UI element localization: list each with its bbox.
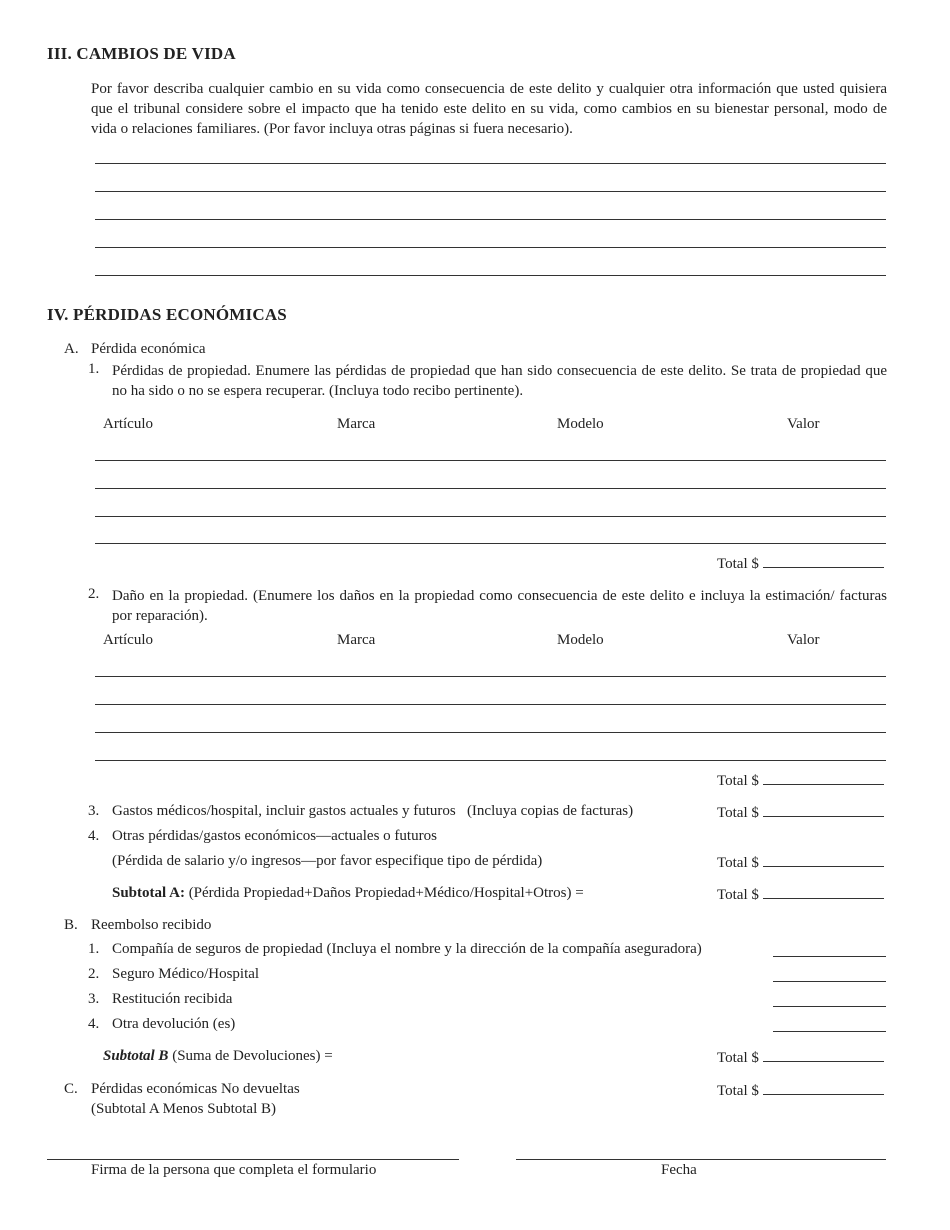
subsection-c-line2: (Subtotal A Menos Subtotal B): [91, 1101, 277, 1117]
subtotal-b-text: (Suma de Devoluciones) =: [168, 1048, 333, 1064]
property-loss-row-3[interactable]: [95, 516, 886, 517]
signature-label: Firma de la persona que completa el formulario: [91, 1162, 377, 1178]
item-a4-number: 4.: [88, 828, 100, 844]
property-loss-row-4[interactable]: [95, 543, 886, 544]
subtotal-a-text: (Pérdida Propiedad+Daños Propiedad+Médico/Hospital+Otros) =: [184, 885, 584, 901]
property-loss-row-2[interactable]: [95, 488, 886, 489]
reimbursement-4-text: Otra devolución (es): [112, 1016, 236, 1032]
col-header-brand: Marca: [337, 416, 376, 432]
subtotal-a-row: [112, 885, 584, 902]
reimbursement-1-field[interactable]: [773, 943, 886, 957]
reimbursement-1-number: 1.: [88, 941, 100, 957]
reimbursement-3-text: Restitución recibida: [112, 991, 233, 1007]
reimbursement-3-number: 3.: [88, 991, 100, 1007]
subsection-c-line1: Pérdidas económicas No devueltas: [91, 1081, 300, 1097]
item-a3-text: Gastos médicos/hospital, incluir gastos actuales y futuros (Incluya copias de facturas): [112, 803, 634, 819]
life-changes-line-3[interactable]: [95, 219, 886, 220]
life-changes-line-1[interactable]: [95, 163, 886, 164]
total-label: Total $: [717, 1083, 759, 1099]
property-damage-total-field[interactable]: [763, 771, 884, 785]
subsection-b-label: Reembolso recibido: [91, 917, 212, 933]
property-damage-row-4[interactable]: [95, 760, 886, 761]
date-line[interactable]: [516, 1159, 886, 1160]
col-header-article: Artículo: [103, 416, 153, 432]
reimbursement-2-field[interactable]: [773, 968, 886, 982]
col-header-value: Valor: [787, 416, 820, 432]
total-label: Total $: [717, 887, 759, 903]
reimbursement-2-number: 2.: [88, 966, 100, 982]
total-label: Total $: [717, 773, 759, 789]
medical-total: [717, 803, 884, 822]
total-label: Total $: [717, 1050, 759, 1066]
item-a1-number: 1.: [88, 361, 100, 377]
item-a3-number: 3.: [88, 803, 100, 819]
property-loss-total: [717, 554, 884, 573]
section-3-instructions: Por favor describa cualquier cambio en su vida como consecuencia de este delito y cualquier otra información que usted quisiera que el tribunal considere sobre el impacto que ha tenido este delito en su vida, como cambios en su bienestar personal, modo de vida o relaciones familiares. (Por favor incluya otras páginas si fuera necesario).: [91, 81, 887, 137]
medical-total-field[interactable]: [763, 803, 884, 817]
other-losses-total-field[interactable]: [763, 853, 884, 867]
col-header-model: Modelo: [557, 416, 604, 432]
unreimbursed-total: [717, 1081, 884, 1100]
section-3-title: III. CAMBIOS DE VIDA: [47, 44, 236, 63]
subtotal-b-total: [717, 1048, 884, 1067]
section-4-title: IV. PÉRDIDAS ECONÓMICAS: [47, 305, 287, 324]
col-header-value-2: Valor: [787, 632, 820, 648]
property-damage-total: [717, 771, 884, 790]
reimbursement-1-text: Compañía de seguros de propiedad (Incluya el nombre y la dirección de la compañía aseguradora): [112, 941, 702, 957]
subtotal-a-label: Subtotal A:: [112, 885, 185, 901]
subsection-b-letter: B.: [64, 917, 78, 933]
date-label: Fecha: [661, 1162, 697, 1178]
life-changes-line-4[interactable]: [95, 247, 886, 248]
item-a4-line1: Otras pérdidas/gastos económicos—actuales o futuros: [112, 828, 437, 844]
item-a1-text: Pérdidas de propiedad. Enumere las pérdidas de propiedad que han sido consecuencia de este delito. Se trata de propiedad que no ha sido o no se espera recuperar. (Incluya todo recibo pertinente).: [112, 363, 887, 399]
subsection-a-label: Pérdida económica: [91, 341, 206, 357]
total-label: Total $: [717, 855, 759, 871]
subtotal-b-field[interactable]: [763, 1048, 884, 1062]
reimbursement-3-field[interactable]: [773, 993, 886, 1007]
subtotal-b-label: Subtotal B: [103, 1048, 169, 1064]
item-a4-line2: (Pérdida de salario y/o ingresos—por favor especifique tipo de pérdida): [112, 853, 543, 869]
total-label: Total $: [717, 805, 759, 821]
subtotal-a-total: [717, 885, 884, 904]
subsection-a-letter: A.: [64, 341, 79, 357]
col-header-brand-2: Marca: [337, 632, 376, 648]
unreimbursed-total-field[interactable]: [763, 1081, 884, 1095]
col-header-model-2: Modelo: [557, 632, 604, 648]
reimbursement-2-text: Seguro Médico/Hospital: [112, 966, 260, 982]
property-damage-row-3[interactable]: [95, 732, 886, 733]
property-loss-row-1[interactable]: [95, 460, 886, 461]
item-a2-number: 2.: [88, 586, 100, 602]
subsection-c-letter: C.: [64, 1081, 78, 1097]
reimbursement-4-number: 4.: [88, 1016, 100, 1032]
total-label: Total $: [717, 556, 759, 572]
item-a2-text: Daño en la propiedad. (Enumere los daños en la propiedad como consecuencia de este delito e incluya la estimación/ facturas por reparación).: [112, 588, 887, 624]
life-changes-line-5[interactable]: [95, 275, 886, 276]
subtotal-b-row: [103, 1048, 333, 1065]
property-loss-total-field[interactable]: [763, 554, 884, 568]
col-header-article-2: Artículo: [103, 632, 153, 648]
property-damage-row-2[interactable]: [95, 704, 886, 705]
other-losses-total: [717, 853, 884, 872]
subtotal-a-field[interactable]: [763, 885, 884, 899]
reimbursement-4-field[interactable]: [773, 1018, 886, 1032]
signature-line[interactable]: [47, 1159, 459, 1160]
property-damage-row-1[interactable]: [95, 676, 886, 677]
life-changes-line-2[interactable]: [95, 191, 886, 192]
